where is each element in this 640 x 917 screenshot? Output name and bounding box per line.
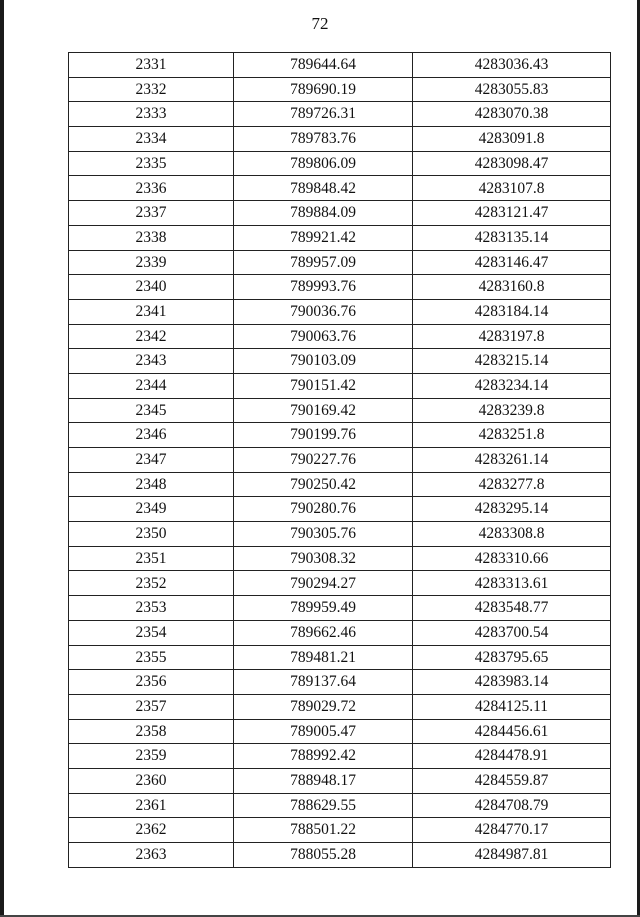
x-coordinate-cell: 788055.28: [234, 843, 413, 868]
x-coordinate-cell: 789993.76: [234, 275, 413, 300]
point-number-cell: 2348: [69, 472, 234, 497]
table-row: [69, 250, 611, 275]
y-coordinate-cell: 4283146.47: [413, 250, 611, 275]
y-coordinate-cell: 4283251.8: [413, 423, 611, 448]
y-coordinate-cell: 4284559.87: [413, 768, 611, 793]
point-number-cell: 2354: [69, 620, 234, 645]
table-row: [69, 744, 611, 769]
y-coordinate-cell: 4283548.77: [413, 596, 611, 621]
y-coordinate-cell: 4283036.43: [413, 53, 611, 78]
y-coordinate-cell: 4283215.14: [413, 349, 611, 374]
x-coordinate-cell: 789959.49: [234, 596, 413, 621]
y-coordinate-cell: 4283795.65: [413, 645, 611, 670]
point-number-cell: 2335: [69, 151, 234, 176]
table-row: [69, 151, 611, 176]
table-row: [69, 522, 611, 547]
point-number-cell: 2333: [69, 102, 234, 127]
x-coordinate-cell: 789783.76: [234, 127, 413, 152]
table-row: [69, 620, 611, 645]
x-coordinate-cell: 789957.09: [234, 250, 413, 275]
y-coordinate-cell: 4283234.14: [413, 373, 611, 398]
y-coordinate-cell: 4284708.79: [413, 793, 611, 818]
point-number-cell: 2339: [69, 250, 234, 275]
point-number-cell: 2350: [69, 522, 234, 547]
x-coordinate-cell: 788501.22: [234, 818, 413, 843]
x-coordinate-cell: 789644.64: [234, 53, 413, 78]
coordinates-table-body: [69, 53, 611, 868]
table-row: [69, 818, 611, 843]
x-coordinate-cell: 789848.42: [234, 176, 413, 201]
table-row: [69, 53, 611, 78]
table-row: [69, 448, 611, 473]
x-coordinate-cell: 790151.42: [234, 373, 413, 398]
y-coordinate-cell: 4283070.38: [413, 102, 611, 127]
table-row: [69, 694, 611, 719]
x-coordinate-cell: 790280.76: [234, 497, 413, 522]
x-coordinate-cell: 789137.64: [234, 670, 413, 695]
table-row: [69, 546, 611, 571]
x-coordinate-cell: 788629.55: [234, 793, 413, 818]
table-row: [69, 398, 611, 423]
y-coordinate-cell: 4284125.11: [413, 694, 611, 719]
point-number-cell: 2363: [69, 843, 234, 868]
point-number-cell: 2344: [69, 373, 234, 398]
y-coordinate-cell: 4283295.14: [413, 497, 611, 522]
y-coordinate-cell: 4283983.14: [413, 670, 611, 695]
y-coordinate-cell: 4283239.8: [413, 398, 611, 423]
table-row: [69, 201, 611, 226]
x-coordinate-cell: 790227.76: [234, 448, 413, 473]
page-number: 72: [311, 14, 329, 33]
point-number-cell: 2345: [69, 398, 234, 423]
point-number-cell: 2355: [69, 645, 234, 670]
x-coordinate-cell: 788992.42: [234, 744, 413, 769]
point-number-cell: 2359: [69, 744, 234, 769]
x-coordinate-cell: 789726.31: [234, 102, 413, 127]
y-coordinate-cell: 4283055.83: [413, 77, 611, 102]
x-coordinate-cell: 790305.76: [234, 522, 413, 547]
table-row: [69, 324, 611, 349]
point-number-cell: 2349: [69, 497, 234, 522]
coordinates-table: [68, 52, 611, 868]
point-number-cell: 2341: [69, 299, 234, 324]
x-coordinate-cell: 790199.76: [234, 423, 413, 448]
point-number-cell: 2343: [69, 349, 234, 374]
x-coordinate-cell: 789884.09: [234, 201, 413, 226]
point-number-cell: 2361: [69, 793, 234, 818]
y-coordinate-cell: 4283313.61: [413, 571, 611, 596]
x-coordinate-cell: 788948.17: [234, 768, 413, 793]
point-number-cell: 2360: [69, 768, 234, 793]
table-row: [69, 77, 611, 102]
table-row: [69, 102, 611, 127]
x-coordinate-cell: 789690.19: [234, 77, 413, 102]
scan-edge-left: [0, 0, 4, 917]
y-coordinate-cell: 4283135.14: [413, 225, 611, 250]
y-coordinate-cell: 4284478.91: [413, 744, 611, 769]
y-coordinate-cell: 4283098.47: [413, 151, 611, 176]
point-number-cell: 2334: [69, 127, 234, 152]
y-coordinate-cell: 4283121.47: [413, 201, 611, 226]
y-coordinate-cell: 4283107.8: [413, 176, 611, 201]
point-number-cell: 2358: [69, 719, 234, 744]
table-row: [69, 793, 611, 818]
point-number-cell: 2352: [69, 571, 234, 596]
x-coordinate-cell: 790063.76: [234, 324, 413, 349]
table-row: [69, 768, 611, 793]
x-coordinate-cell: 790036.76: [234, 299, 413, 324]
point-number-cell: 2331: [69, 53, 234, 78]
x-coordinate-cell: 789005.47: [234, 719, 413, 744]
y-coordinate-cell: 4283308.8: [413, 522, 611, 547]
x-coordinate-cell: 790250.42: [234, 472, 413, 497]
x-coordinate-cell: 790169.42: [234, 398, 413, 423]
y-coordinate-cell: 4283261.14: [413, 448, 611, 473]
point-number-cell: 2342: [69, 324, 234, 349]
table-row: [69, 349, 611, 374]
point-number-cell: 2357: [69, 694, 234, 719]
y-coordinate-cell: 4283277.8: [413, 472, 611, 497]
y-coordinate-cell: 4283197.8: [413, 324, 611, 349]
y-coordinate-cell: 4284456.61: [413, 719, 611, 744]
table-row: [69, 645, 611, 670]
table-row: [69, 225, 611, 250]
y-coordinate-cell: 4284770.17: [413, 818, 611, 843]
table-row: [69, 571, 611, 596]
x-coordinate-cell: 790103.09: [234, 349, 413, 374]
x-coordinate-cell: 789481.21: [234, 645, 413, 670]
point-number-cell: 2336: [69, 176, 234, 201]
table-row: [69, 423, 611, 448]
x-coordinate-cell: 789806.09: [234, 151, 413, 176]
y-coordinate-cell: 4283160.8: [413, 275, 611, 300]
table-row: [69, 299, 611, 324]
point-number-cell: 2351: [69, 546, 234, 571]
point-number-cell: 2338: [69, 225, 234, 250]
x-coordinate-cell: 790308.32: [234, 546, 413, 571]
table-row: [69, 127, 611, 152]
table-row: [69, 843, 611, 868]
table-row: [69, 719, 611, 744]
y-coordinate-cell: 4284987.81: [413, 843, 611, 868]
table-row: [69, 176, 611, 201]
x-coordinate-cell: 789921.42: [234, 225, 413, 250]
y-coordinate-cell: 4283700.54: [413, 620, 611, 645]
point-number-cell: 2332: [69, 77, 234, 102]
y-coordinate-cell: 4283091.8: [413, 127, 611, 152]
y-coordinate-cell: 4283310.66: [413, 546, 611, 571]
point-number-cell: 2362: [69, 818, 234, 843]
point-number-cell: 2353: [69, 596, 234, 621]
point-number-cell: 2347: [69, 448, 234, 473]
table-row: [69, 275, 611, 300]
x-coordinate-cell: 789662.46: [234, 620, 413, 645]
x-coordinate-cell: 789029.72: [234, 694, 413, 719]
point-number-cell: 2346: [69, 423, 234, 448]
point-number-cell: 2356: [69, 670, 234, 695]
y-coordinate-cell: 4283184.14: [413, 299, 611, 324]
table-row: [69, 472, 611, 497]
table-row: [69, 596, 611, 621]
point-number-cell: 2337: [69, 201, 234, 226]
table-row: [69, 373, 611, 398]
x-coordinate-cell: 790294.27: [234, 571, 413, 596]
table-row: [69, 670, 611, 695]
point-number-cell: 2340: [69, 275, 234, 300]
table-row: [69, 497, 611, 522]
